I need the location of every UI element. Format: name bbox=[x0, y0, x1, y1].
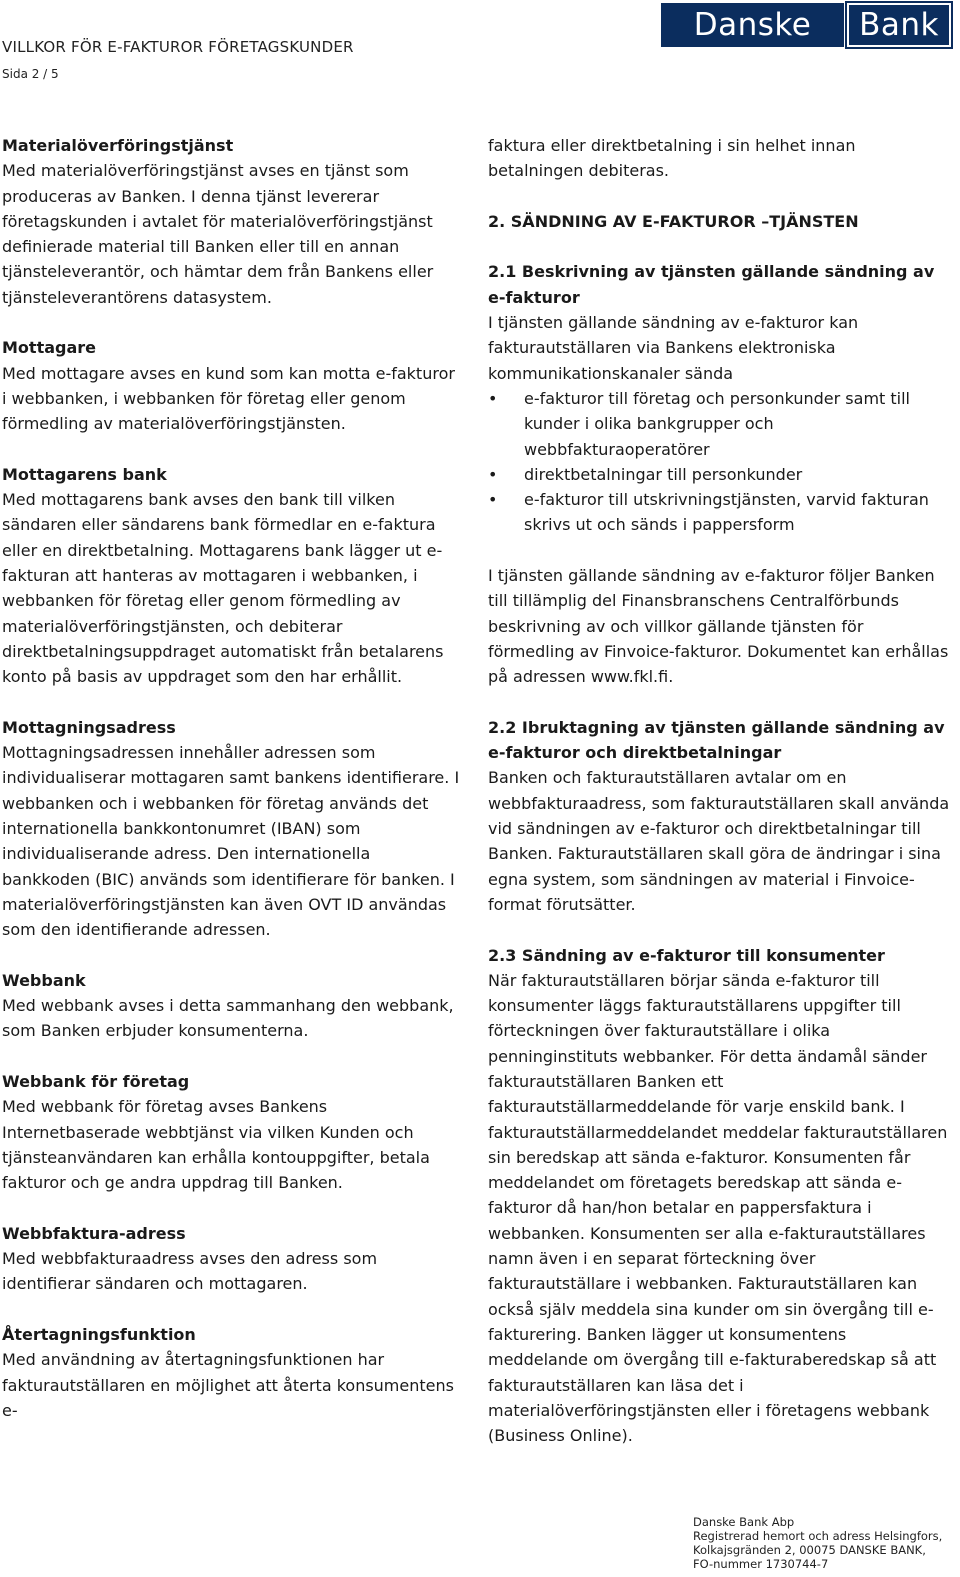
footer-business-id: FO-nummer 1730744-7 bbox=[693, 1557, 829, 1571]
definition-webbank-for-foretag bbox=[2, 1069, 462, 1195]
left-column bbox=[2, 133, 462, 1448]
subsection-body: När fakturautställaren börjar sända e-fakturor till konsumenter läggs fakturautställarens uppgifter till förteckningen över fakturautställare i olika penninginstituts webbanker. För detta ändamål sänder fakturautställaren Banken ett fakturautställarmeddelande för varje enskild bank. I fakturautställarmeddelandet meddelar fakturautställaren sin beredskap att sända e-fakturor. Konsumenten får meddelandet om företagets beredskap att sända e-fakturor då han/hon betalar en pappersfaktura i webbanken. Konsumenten ser alla e-fakturautställares namn även i en separat förteckning över fakturautställare i webbanken. Fakturautställaren kan också själv meddela sina kunder om sin övergång till e-fakturering. Banken lägger ut konsumentens meddelande om övergång till e-fakturaberedskap så att fakturautställaren kan läsa det i materialöverföringstjänsten eller i företagens webbank (Business Online). bbox=[488, 970, 948, 1446]
footer-registered-office: Registrerad hemort och adress Helsingfors, bbox=[693, 1529, 943, 1543]
definition-mottagare bbox=[2, 335, 462, 436]
term-body: Med mottagare avses en kund som kan motta e-fakturor i webbanken, i webbanken för företag eller genom förmedling av materialöverföringstjänsten. bbox=[2, 363, 455, 434]
bullet-list bbox=[488, 386, 950, 538]
continued-paragraph: faktura eller direktbetalning i sin helhet innan betalningen debiteras. bbox=[488, 136, 856, 181]
term-heading: Mottagningsadress bbox=[2, 717, 176, 737]
subsection-heading: 2.1 Beskrivning av tjänsten gällande sändning av e-fakturor bbox=[488, 262, 935, 307]
subsection-2-3 bbox=[488, 943, 950, 1449]
bullet-item: • e-fakturor till utskrivningstjänsten, varvid fakturan skrivs ut och sänds i pappersform bbox=[488, 487, 950, 538]
subsection-2-2 bbox=[488, 715, 950, 917]
logo-danske-text: Danske bbox=[661, 3, 844, 47]
term-heading: Webbfaktura-adress bbox=[2, 1223, 186, 1243]
definition-webbank bbox=[2, 968, 462, 1044]
section-heading-2: 2. SÄNDNING AV E-FAKTUROR –TJÄNSTEN bbox=[488, 211, 859, 231]
danske-bank-logo bbox=[661, 3, 951, 47]
company-footer bbox=[693, 1515, 942, 1571]
term-body: Med webbank för företag avses Bankens Internetbaserade webbtjänst via vilken Kunden och tjänsteanvändaren kan erhålla kontouppgifter, betala fakturor och ge andra uppdrag till Banken. bbox=[2, 1097, 430, 1193]
term-body: Mottagningsadressen innehåller adressen som individualiserar mottagaren samt bankens identifierare. I webbanken och i webbanken för företag används det internationella bankkontonumret (IBAN) som individualiserande adress. Den internationella bankkoden (BIC) används som identifierare för banken. I materialöverföringstjänsten kan även OVT ID användas som den identifierande adressen. bbox=[2, 743, 460, 940]
term-heading: Mottagare bbox=[2, 338, 96, 358]
term-heading: Webbank bbox=[2, 970, 86, 990]
footer-address: Kolkajsgränden 2, 00075 DANSKE BANK, bbox=[693, 1543, 926, 1557]
definition-atertagningsfunktion bbox=[2, 1322, 462, 1423]
term-body: Med mottagarens bank avses den bank till vilken sändaren eller sändarens bank förmedlar en e-faktura eller en direktbetalning. Mottagarens bank lägger ut e-fakturan att hanteras av mottagaren i webbanken, i webbanken för företag eller genom förmedling av materialöverföringstjänsten, och debiterar direktbetalningsuppdraget automatiskt från betalarens konto på basis av uppdraget som den har erhållit. bbox=[2, 490, 444, 687]
subsection-heading: 2.3 Sändning av e-fakturor till konsumenter bbox=[488, 945, 885, 965]
term-heading: Webbank för företag bbox=[2, 1071, 190, 1091]
subsection-heading: 2.2 Ibruktagning av tjänsten gällande sändning av e-fakturor och direktbetalningar bbox=[488, 717, 945, 763]
term-body: Med materialöverföringstjänst avses en tjänst som produceras av Banken. I denna tjänst levererar företagskunden i avtalet för materialöverföringstjänst definierade material till Banken eller till en annan tjänsteleverantör, och hämtar dem från Bankens eller tjänsteleverantörens datasystem. bbox=[2, 161, 434, 307]
footer-company-name: Danske Bank Abp bbox=[693, 1515, 795, 1529]
definition-mottagarens-bank bbox=[2, 462, 462, 690]
term-heading: Mottagarens bank bbox=[2, 464, 167, 484]
definition-mottagningsadress bbox=[2, 715, 462, 943]
logo-bank-text: Bank bbox=[847, 3, 951, 47]
right-column bbox=[488, 133, 950, 1474]
bullet-item: • direktbetalningar till personkunder bbox=[488, 462, 950, 487]
term-body: Med webbank avses i detta sammanhang den webbank, som Banken erbjuder konsumenterna. bbox=[2, 996, 454, 1041]
term-body: Med användning av återtagningsfunktionen har fakturautställaren en möjlighet att återta konsumentens e- bbox=[2, 1350, 454, 1420]
term-heading: Materialöverföringstjänst bbox=[2, 136, 234, 155]
subsection-body: Banken och fakturautställaren avtalar om en webbfakturaadress, som fakturautställaren skall använda vid sändningen av e-fakturor och direktbetalningar till Banken. Fakturautställaren skall göra de ändringar i sina egna system, som sändningen av material i Finvoice-format förutsätter. bbox=[488, 768, 950, 914]
bullet-item: • e-fakturor till företag och personkunder samt till kunder i olika bankgrupper och webbfakturaoperatörer bbox=[488, 386, 950, 462]
subsection-body: I tjänsten gällande sändning av e-fakturor kan fakturautställaren via Bankens elektroniska kommunikationskanaler sända bbox=[488, 313, 859, 383]
term-heading: Återtagningsfunktion bbox=[2, 1324, 196, 1344]
term-body: Med webbfakturaadress avses den adress som identifierar sändaren och mottagaren. bbox=[2, 1249, 378, 1294]
subsection-2-1-paragraph-2: I tjänsten gällande sändning av e-fakturor följer Banken till tillämplig del Finansbranschens Centralförbunds beskrivning av och villkor gällande tjänsten för förmedling av Finvoice-fakturor. Dokumentet kan erhållas på adressen www.fkl.fi. bbox=[488, 566, 949, 687]
page-number: Sida 2 / 5 bbox=[2, 67, 59, 81]
subsection-2-1 bbox=[488, 259, 950, 385]
definition-materialoverforingstjanst bbox=[2, 133, 462, 310]
document-title: VILLKOR FÖR E-FAKTUROR FÖRETAGSKUNDER bbox=[2, 38, 354, 56]
definition-webbfaktura-adress bbox=[2, 1221, 462, 1297]
